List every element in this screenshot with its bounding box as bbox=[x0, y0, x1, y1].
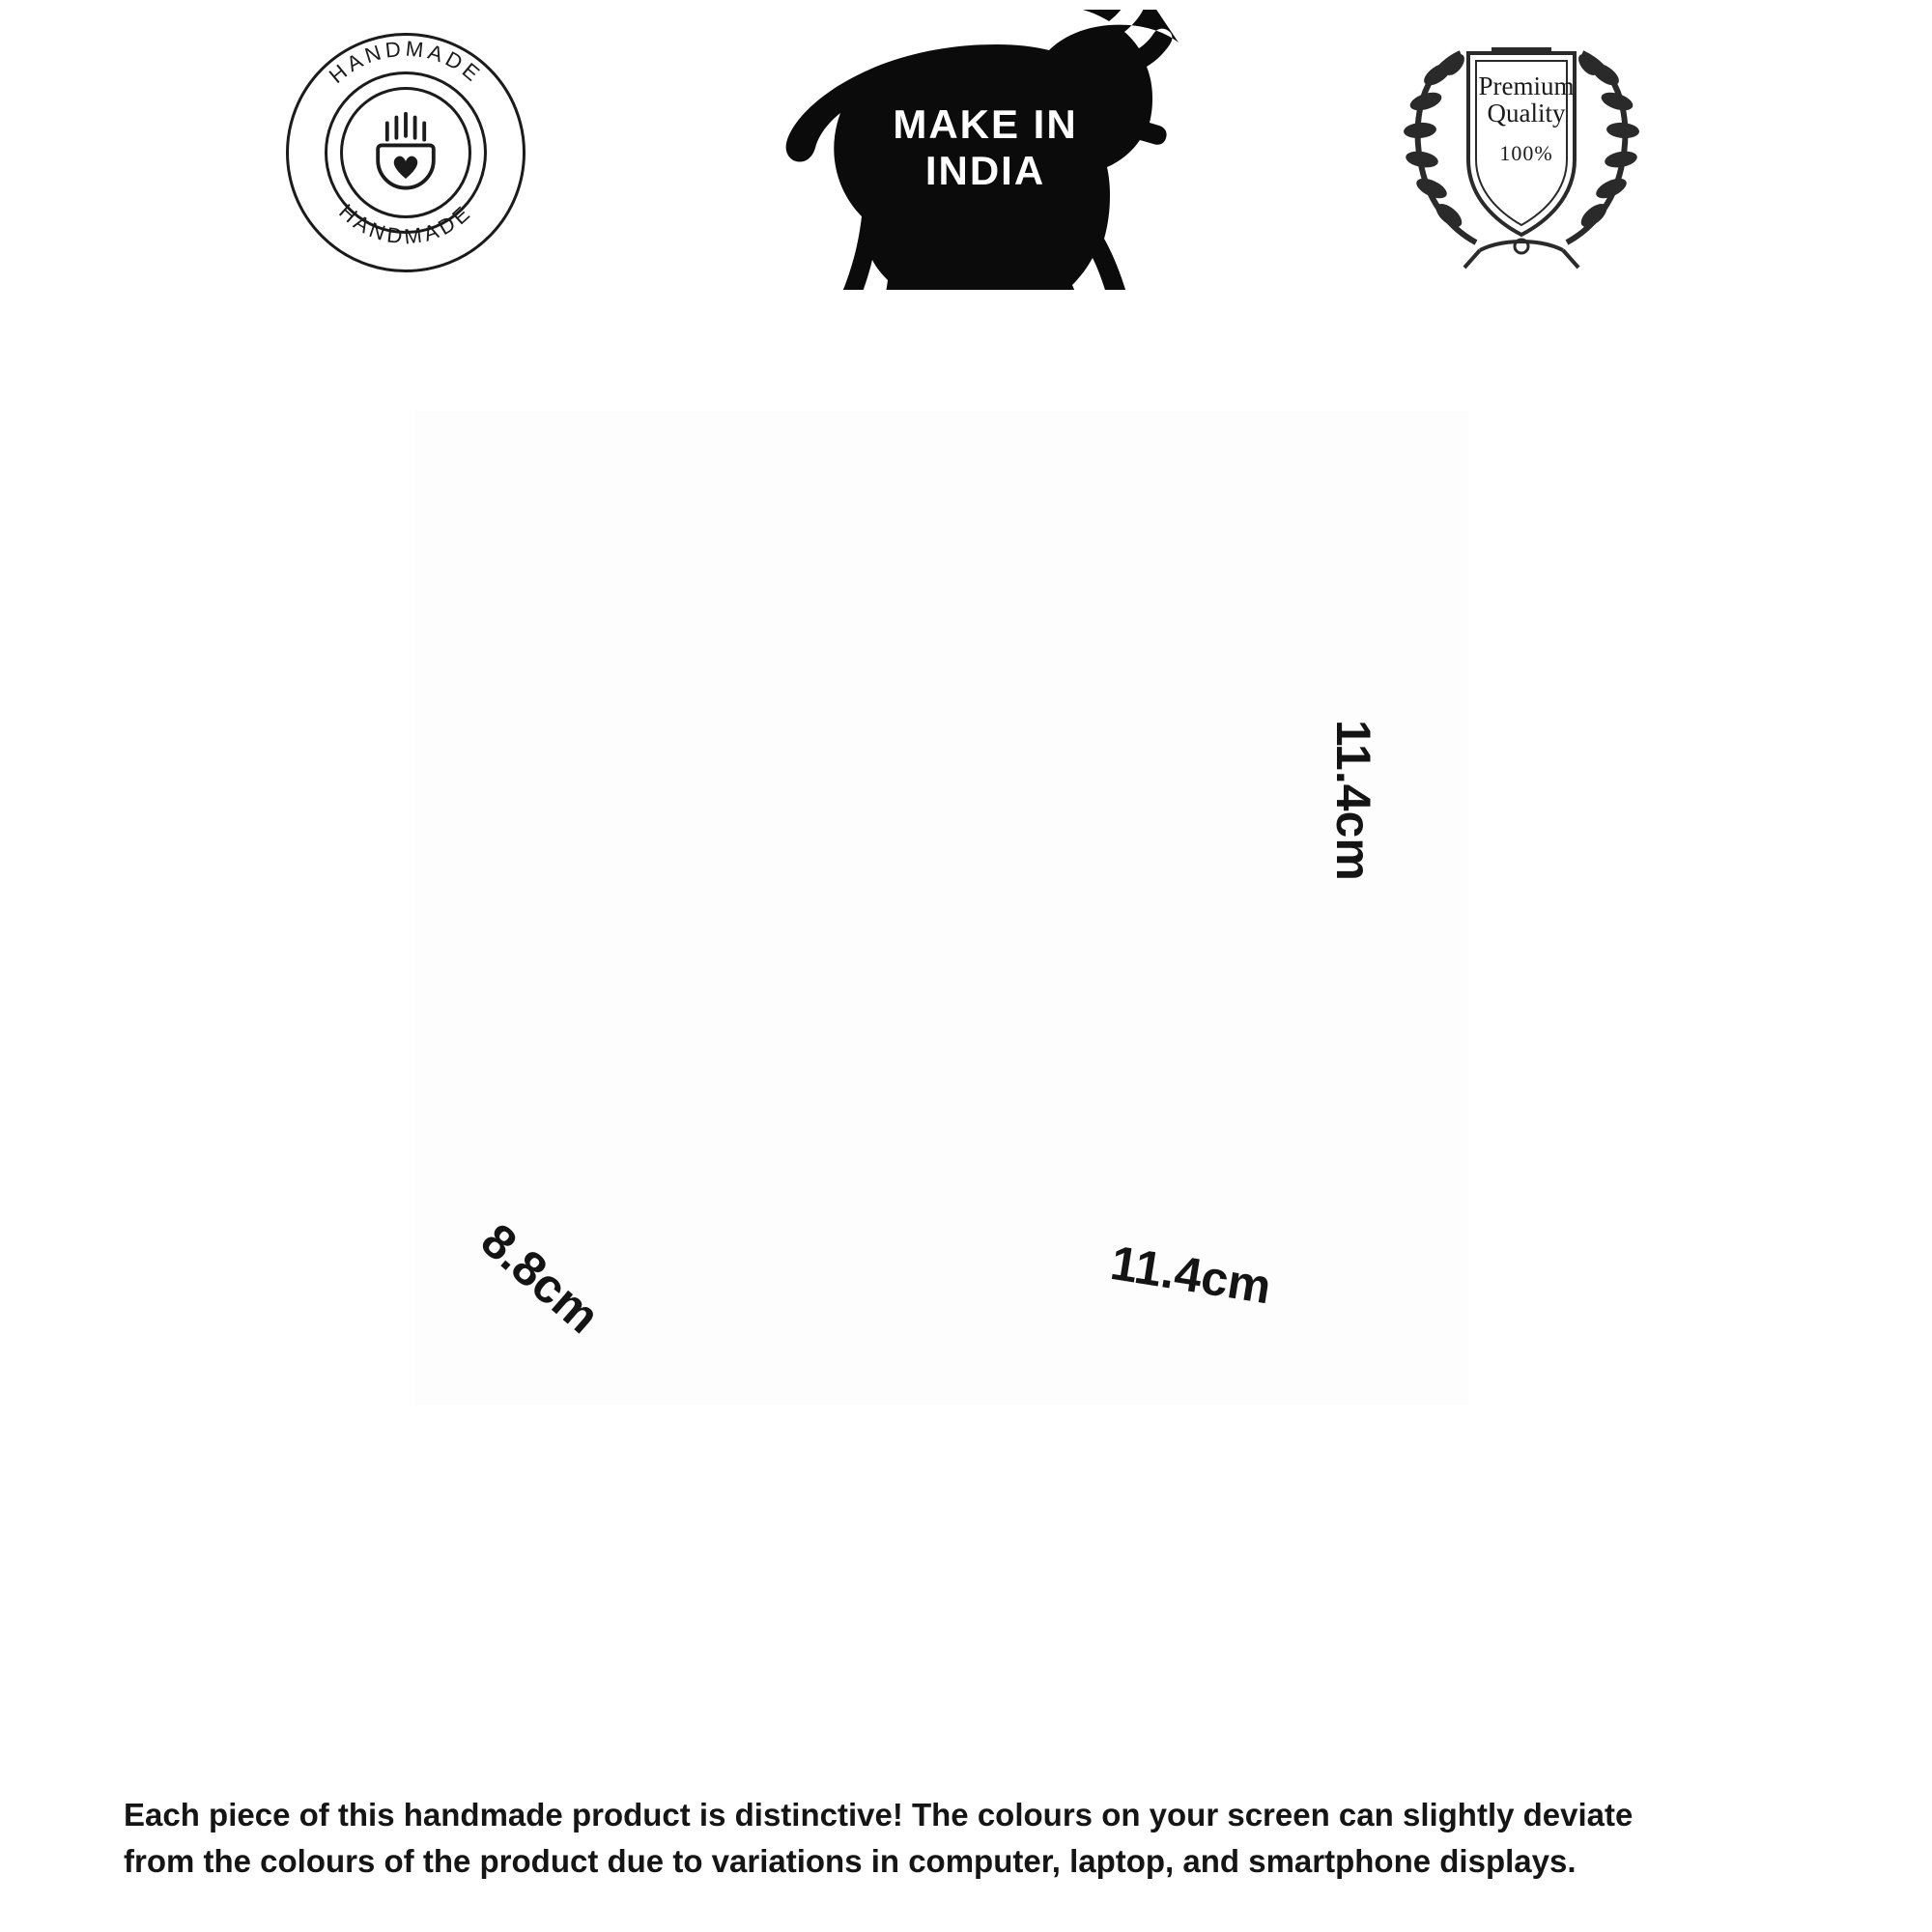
certification-badge-row bbox=[0, 0, 1932, 319]
product-image bbox=[415, 411, 1468, 1406]
disclaimer-line-1: Each piece of this handmade product is distinctive! The colours on your screen can slightly deviate bbox=[124, 1797, 1634, 1833]
dimension-depth-label: 8.8cm bbox=[470, 1212, 611, 1345]
handmade-badge bbox=[280, 27, 531, 278]
disclaimer-line-2: from the colours of the product due to variations in computer, laptop, and smartphone displays. bbox=[124, 1842, 1577, 1879]
handmade-top-text: HANDMADE bbox=[324, 36, 488, 89]
svg-text:HANDMADE bbox=[325, 36, 487, 88]
premium-quality-text bbox=[1463, 72, 1589, 166]
premium-line-1: Premium bbox=[1478, 71, 1575, 100]
make-in-india-badge bbox=[676, 10, 1256, 290]
hand-with-heart-icon bbox=[359, 108, 452, 201]
premium-quality-badge bbox=[1372, 14, 1671, 295]
photo-background bbox=[415, 411, 1468, 1406]
svg-text:HANDMADE bbox=[334, 199, 477, 248]
premium-percent: 100% bbox=[1499, 140, 1553, 165]
handmade-bottom-text: HANDMADE bbox=[334, 199, 477, 249]
premium-line-2: Quality bbox=[1487, 99, 1566, 128]
dimension-height-label: 11.4cm bbox=[1326, 720, 1380, 881]
make-in-india-label: MAKE IN INDIA bbox=[893, 101, 1078, 193]
dimension-width-label: 11.4cm bbox=[1107, 1235, 1275, 1315]
disclaimer-note bbox=[124, 1792, 1824, 1885]
